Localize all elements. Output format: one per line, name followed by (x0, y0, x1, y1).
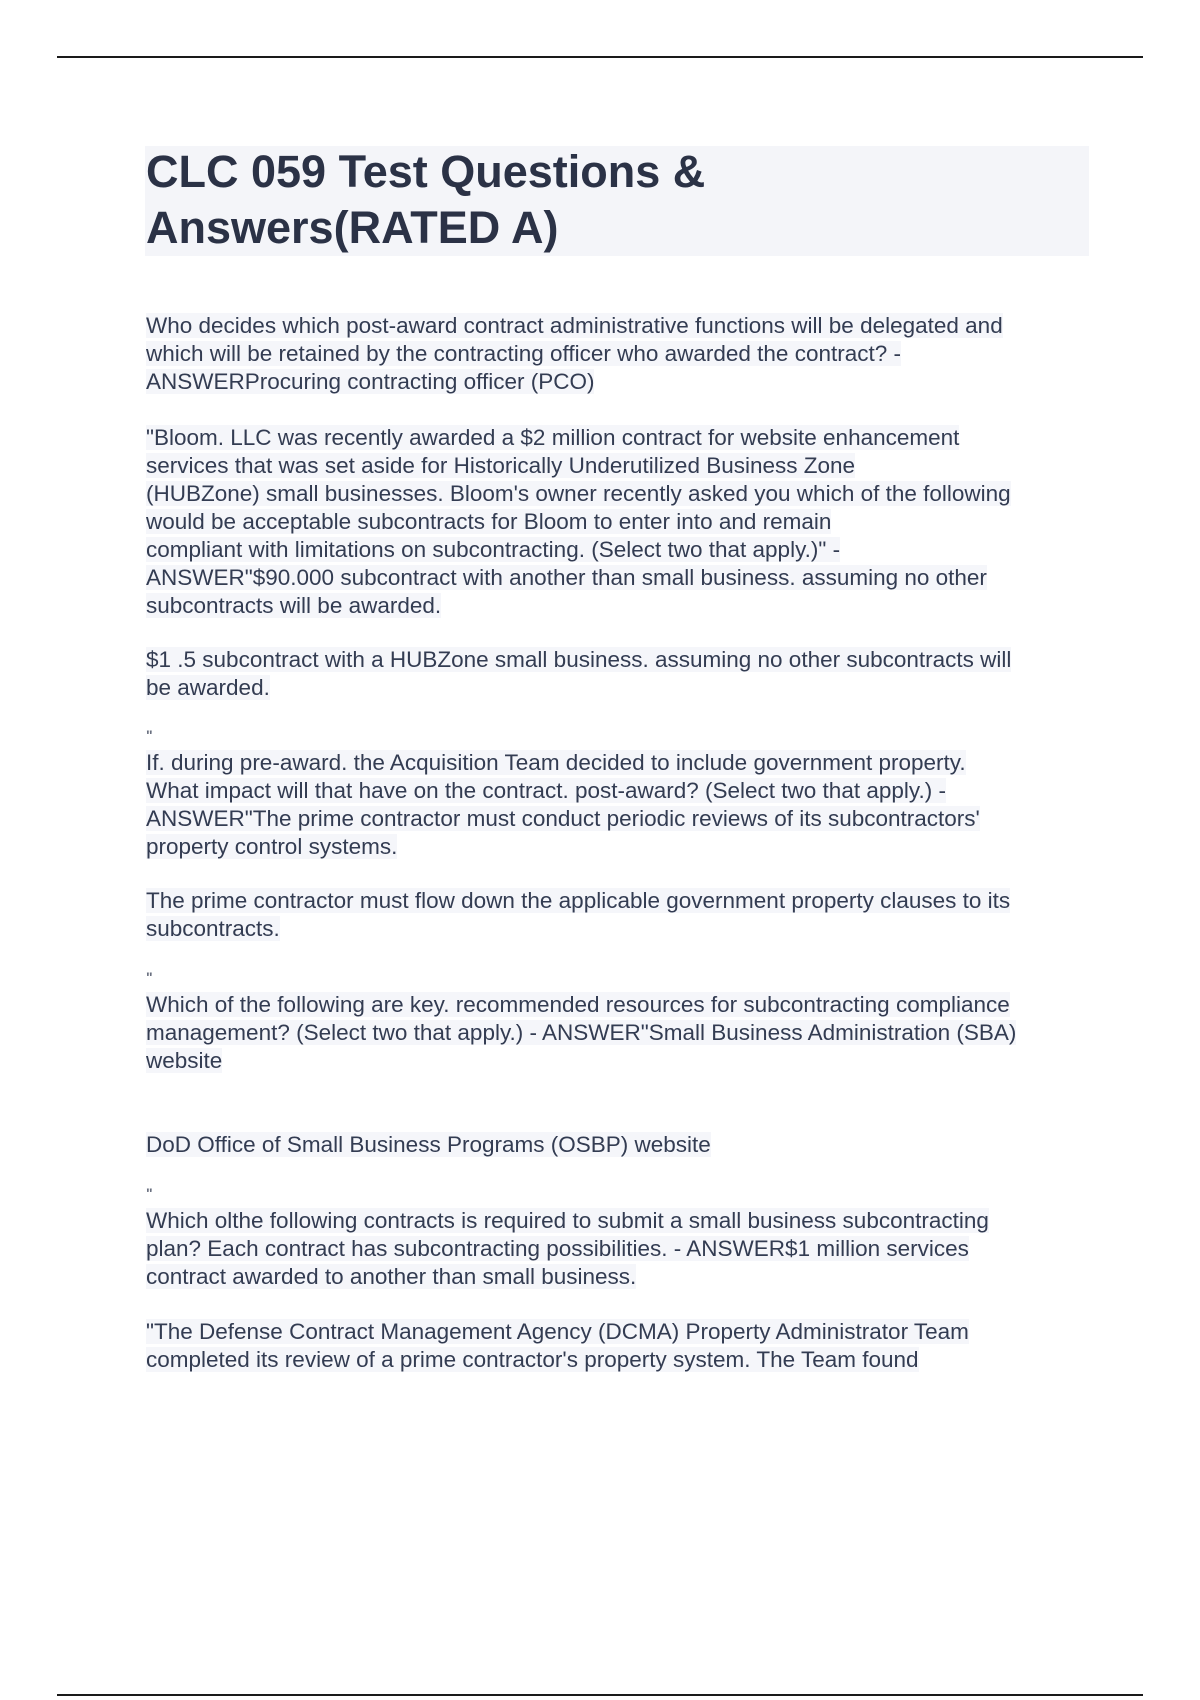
paragraph-q1: Who decides which post-award contract administrative functions will be delegated and which will be retained by the contracting officer who awarded the contract? - ANSWERProcuring contracting officer (PCO) (146, 313, 1003, 394)
document-title (146, 144, 1046, 256)
paragraph-q3-answer-2: The prime contractor must flow down the applicable government property clauses to its subcontracts. (146, 888, 1011, 941)
paragraph-q2: "Bloom. LLC was recently awarded a $2 million contract for website enhancement services that was set aside for Historically Underutilized Business Zone (HUBZone) small businesses. Bloom's owner recently asked you which of the following would be acceptable subcontracts for Bloom to enter into and remain compliant with limitations on subcontracting. (Select two that apply.)" - ANSWER"$90.000 subcontract with another than small business. assuming no other subcontracts will be awarded. (146, 425, 1011, 618)
paragraph-q6: "The Defense Contract Management Agency (DCMA) Property Administrator Team completed its review of a prime contractor's property system. The Team found (146, 1319, 969, 1372)
closing-quote-mark: " (146, 1185, 153, 1201)
bottom-rule (57, 1694, 1143, 1696)
title-line-2: Answers(RATED A) (146, 202, 559, 253)
closing-quote-mark: " (146, 727, 153, 743)
paragraph-q4: Which of the following are key. recommended resources for subcontracting compliance management? (Select two that apply.) - ANSWER"Small Business Administration (SBA) website (146, 992, 1017, 1073)
document-body (146, 312, 1091, 1374)
closing-quote-mark: " (146, 969, 153, 985)
title-line-1: CLC 059 Test Questions & (146, 146, 706, 197)
paragraph-q4-answer-2: DoD Office of Small Business Programs (OSBP) website (146, 1132, 711, 1157)
paragraph-q2-answer-2: $1 .5 subcontract with a HUBZone small business. assuming no other subcontracts will be awarded. (146, 647, 1012, 700)
top-rule (57, 56, 1143, 58)
paragraph-q3: If. during pre-award. the Acquisition Team decided to include government property. What impact will that have on the contract. post-award? (Select two that apply.) - ANSWER"The prime contractor must conduct periodic reviews of its subcontractors' property control systems. (146, 750, 980, 859)
paragraph-q5: Which olthe following contracts is required to submit a small business subcontracting plan? Each contract has subcontracting possibilities. - ANSWER$1 million services contract awarded to another than small business. (146, 1208, 989, 1289)
